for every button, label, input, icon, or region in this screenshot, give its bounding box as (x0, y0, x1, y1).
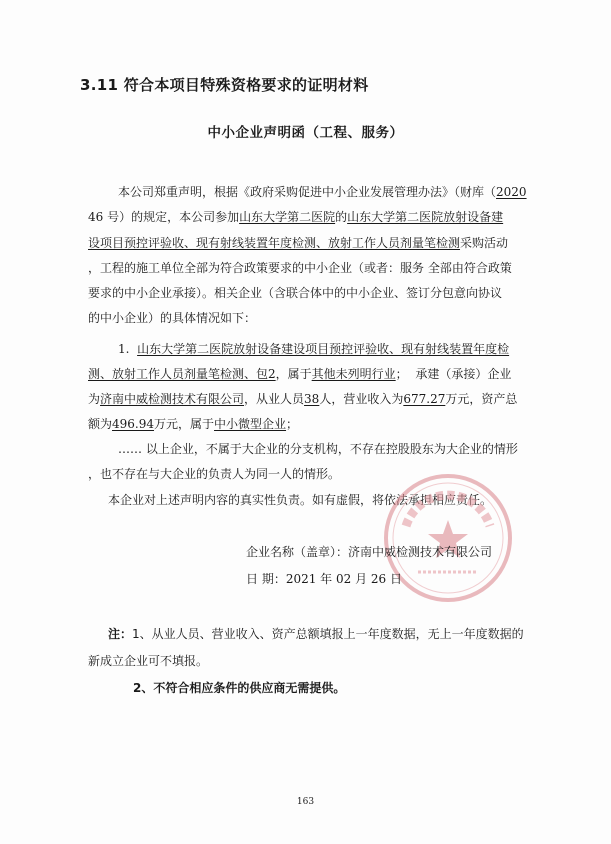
text-span: 本公司郑重声明，根据《政府采购促进中小企业发展管理办法》（财库（ (118, 185, 497, 199)
paragraph-1-line-4: ，工程的施工单位全部为符合政策要求的中小企业（或者：服务 全部由符合政策 (88, 261, 512, 275)
text-span: 万元，资产总 (445, 392, 518, 406)
section-heading: 3.11 符合本项目特殊资格要求的证明材料 (80, 76, 369, 94)
paragraph-1-line-5: 要求的中小企业承接）。相关企业（含联合体中的中小企业、签订分包意向协议 (88, 286, 503, 300)
note-prefix: 注： (108, 627, 133, 641)
text-span: 承建（承接）企业 (415, 367, 512, 381)
text-span: 为 (88, 392, 101, 406)
item-1-line-1 (118, 342, 509, 356)
filled-value-revenue: 677.27 (403, 392, 446, 406)
date-line (246, 572, 402, 586)
paragraph-1-line-1 (118, 185, 527, 199)
text-span: ，属于 (275, 367, 312, 381)
filled-value-company: 济南中威检测技术有限公司 (100, 392, 245, 406)
date-label: 日 期： (246, 572, 286, 586)
filled-value-enterprise-type: 中小微型企业 (214, 417, 287, 431)
paragraph-2-line-2: ，也不存在与大企业的负责人为同一人的情形。 (88, 467, 341, 481)
note-1-text: 1、从业人员、营业收入、资产总额填报上一年度数据，无上一年度数据的 (132, 627, 524, 641)
item-1-line-4 (88, 417, 298, 431)
company-seal-icon (378, 468, 518, 608)
company-name: 济南中威检测技术有限公司 (348, 545, 493, 559)
date-value: 2021 年 02 月 26 日 (285, 572, 402, 586)
text-span: 万元，属于 (154, 417, 215, 431)
filled-value-lot-name-cont: 测、放射工作人员剂量笔检测、包2 (88, 367, 276, 381)
paragraph-1-line-3 (88, 236, 508, 250)
item-number: 1. (118, 342, 130, 356)
filled-value-project-name: 山东大学第二医院放射设备建 (347, 210, 504, 224)
filled-value-assets: 496.94 (112, 417, 155, 431)
paragraph-1-line-2 (88, 210, 503, 224)
company-label: 企业名称（盖章）： (246, 545, 349, 559)
text-span: ； (286, 417, 299, 431)
paragraph-2-line-1: …… 以上企业，不属于大企业的分支机构，不存在控股股东为大企业的情形 (118, 442, 518, 456)
page-number: 163 (296, 797, 315, 807)
filled-value-year: 2020 (496, 185, 527, 199)
document-title: 中小企业声明函（工程、服务） (207, 125, 404, 141)
text-span: ； (395, 367, 408, 381)
note-1-line-1 (108, 625, 524, 642)
filled-value-purchaser: 山东大学第二医院 (239, 210, 336, 224)
text-span: 的 (335, 210, 348, 224)
paragraph-3: 本企业对上述声明内容的真实性负责。如有虚假，将依法承担相应责任。 (108, 493, 493, 507)
text-span: 采购活动 (460, 236, 509, 250)
filled-value-employees: 38 (304, 392, 320, 406)
text-span: 46 号）的规定，本公司参加 (88, 210, 240, 224)
text-span: 人，营业收入为 (319, 392, 404, 406)
text-span: ，从业人员 (244, 392, 305, 406)
filled-value-lot-name: 山东大学第二医院放射设备建设项目预控评验收、现有射线装置年度检 (137, 342, 510, 356)
item-1-line-2 (88, 367, 511, 381)
note-2: 2、不符合相应条件的供应商无需提供。 (133, 681, 346, 695)
note-1-line-2: 新成立企业可不填报。 (88, 654, 209, 668)
text-span: 额为 (88, 417, 113, 431)
filled-value-industry: 其他未列明行业 (311, 367, 396, 381)
item-1-line-3 (88, 392, 517, 406)
company-signature-line (246, 545, 492, 559)
paragraph-1-line-6: 的中小企业）的具体情况如下： (88, 311, 257, 325)
filled-value-project-name-cont: 设项目预控评验收、现有射线装置年度检测、放射工作人员剂量笔检测 (88, 236, 461, 250)
